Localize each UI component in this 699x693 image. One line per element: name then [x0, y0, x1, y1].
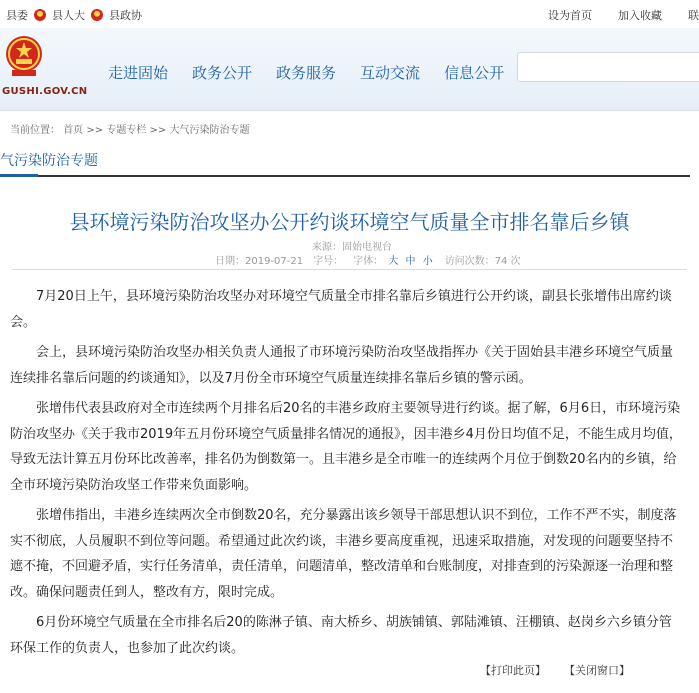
link-county-congress[interactable]: 县人大 [52, 9, 85, 22]
breadcrumb-label: 当前位置： [10, 125, 60, 136]
article-paragraph: 7月20日上午，县环境污染防治攻坚办对环境空气质量全市排名靠后乡镇进行公开约谈，副县长张增伟出席约谈会。 [10, 289, 672, 330]
site-header [0, 28, 699, 111]
article-actions [480, 662, 630, 678]
breadcrumb-separator: >> [86, 125, 104, 136]
section-tab-indicator [0, 174, 38, 177]
article-source [312, 238, 392, 253]
link-county-committee[interactable]: 县委 [6, 9, 28, 22]
emblem-icon [91, 9, 103, 21]
nav-item-affairs-open[interactable]: 政务公开 [192, 64, 253, 82]
print-link[interactable]: 【打印此页】 [480, 664, 546, 677]
date-field [215, 252, 303, 267]
source-label: 来源： [312, 242, 342, 253]
nav-item-about[interactable]: 走进固始 [108, 64, 169, 82]
article-title: 县环境污染防治攻坚办公开约谈环境空气质量全市排名靠后乡镇 [69, 210, 630, 234]
related-sites [6, 7, 142, 23]
section-title[interactable]: 气污染防治专题 [0, 153, 98, 169]
utility-links [548, 7, 699, 23]
nav-item-services[interactable]: 政务服务 [276, 64, 337, 82]
article-meta [215, 252, 521, 267]
article-divider [12, 269, 687, 270]
article-paragraph: 6月份环境空气质量在全市排名后20的陈淋子镇、南大桥乡、胡族铺镇、郭陆滩镇、汪棚镇、赵岗乡六乡镇分管环保工作的负责人，也参加了此次约谈。 [10, 615, 672, 656]
date-label: 日期： [215, 256, 245, 267]
section-divider [0, 175, 690, 177]
breadcrumb-current[interactable]: 大气污染防治专题 [169, 125, 250, 136]
search-input[interactable] [517, 52, 699, 82]
close-window-link[interactable]: 【关闭窗口】 [564, 664, 630, 677]
main-nav [108, 62, 504, 83]
add-favorite-link[interactable]: 加入收藏 [618, 9, 662, 22]
article-paragraph: 张增伟指出，丰港乡连续两次全市倒数20名，充分暴露出该乡领导干部思想认识不到位，工作不严不实，制度落实不彻底，人员履职不到位等问题。希望通过此次约谈，丰港乡要高度重视，迅速采取措施，对发现的问题要坚持不遮不掩，不回避矛盾，实行任务清单，责任清单，问题清单，整改清单和台账制度，对排查到的污染源逐一治理和整改。确保问题责任到人，整改有方，限时完成。 [10, 508, 677, 600]
breadcrumb-separator: >> [149, 125, 167, 136]
font-size-options [386, 256, 434, 267]
font-size-large[interactable]: 大 [388, 256, 399, 267]
link-county-cppcc[interactable]: 县政协 [109, 9, 142, 22]
set-home-link[interactable]: 设为首页 [548, 9, 592, 22]
emblem-icon [34, 9, 46, 21]
views-label: 访问次数： [444, 256, 495, 267]
breadcrumb-home[interactable]: 首页 [63, 125, 84, 136]
font-size-control [353, 252, 435, 267]
national-emblem-icon [4, 34, 44, 78]
site-domain: GUSHI.GOV.CN [2, 86, 88, 97]
font-size-label: 字号： [313, 256, 344, 267]
breadcrumb [10, 121, 249, 136]
font-size-small[interactable]: 小 [422, 256, 433, 267]
article-body [10, 284, 682, 666]
date-value: 2019-07-21 [245, 256, 304, 267]
more-link[interactable]: 联 [688, 9, 699, 22]
breadcrumb-topics[interactable]: 专题专栏 [106, 125, 147, 136]
article-paragraph: 会上，县环境污染防治攻坚办相关负责人通报了市环境污染防治攻坚战指挥办《关于固始县丰港乡环境空气质量连续排名靠后问题的约谈通知》，以及7月份全市环境空气质量连续排名靠后乡镇的警示函。 [10, 345, 674, 386]
top-utility-bar [0, 0, 699, 29]
nav-item-interaction[interactable]: 互动交流 [360, 64, 421, 82]
views-value: 74 次 [494, 256, 521, 267]
article-paragraph: 张增伟代表县政府对全市连续两个月排名后20名的丰港乡政府主要领导进行约谈。据了解，6月6日，市环境污染防治攻坚办《关于我市2019年五月份环境空气质量排名情况的通报》，因丰港乡4月份日均值不足，不能生成月均值，导致无法计算五月份环比改善率，排名仍为倒数第一。且丰港乡是全市唯一的连续两个月位于倒数20名内的乡镇，给全市环境污染防治攻坚工作带来负面影响。 [10, 401, 682, 493]
font-label: 字体： [353, 256, 384, 267]
font-size-medium[interactable]: 中 [405, 256, 416, 267]
nav-item-info-open[interactable]: 信息公开 [444, 64, 505, 82]
views-field [445, 252, 521, 267]
source-value: 固始电视台 [342, 242, 392, 253]
